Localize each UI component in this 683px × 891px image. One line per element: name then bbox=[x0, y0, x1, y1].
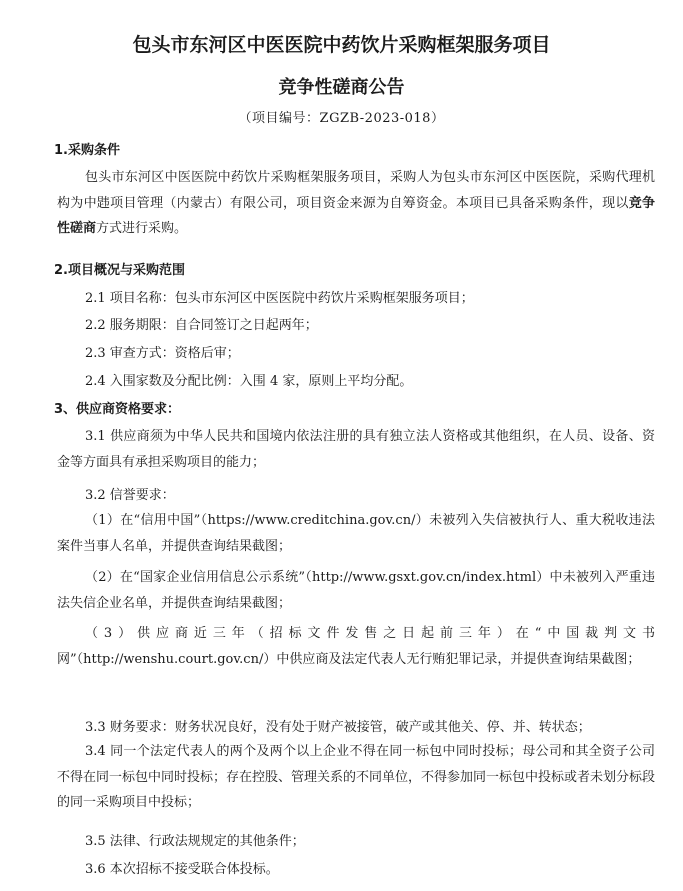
section-1-paragraph bbox=[57, 165, 655, 242]
section-2-item-4: 2.4 入围家数及分配比例：入围 4 家，原则上平均分配。 bbox=[85, 374, 413, 389]
section-3-2: 3.2 信誉要求： bbox=[85, 488, 175, 503]
section-3-3: 3.3 财务要求：财务状况良好，没有处于财产被接管，破产或其他关、停、并、转状态； bbox=[85, 720, 591, 735]
section-2-item-2: 2.2 服务期限：自合同签订之日起两年； bbox=[85, 318, 318, 333]
document-title: 包头市东河区中医医院中药饮片采购框架服务项目 bbox=[132, 34, 551, 56]
section-3-6: 3.6 本次招标不接受联合体投标。 bbox=[85, 862, 279, 877]
document-subtitle: 竞争性磋商公告 bbox=[278, 77, 405, 98]
project-number: （项目编号：ZGZB-2023-018） bbox=[238, 111, 445, 126]
section-2-item-1: 2.1 项目名称：包头市东河区中医医院中药饮片采购框架服务项目； bbox=[85, 291, 474, 306]
section-3-4: 3.4 同一个法定代表人的两个及两个以上企业不得在同一标包中同时投标；母公司和其全资子公司不得在同一标包中同时投标；存在控股、管理关系的不同单位，不得参加同一标包中投标或者未划分标段的同一采购项目中投标； bbox=[57, 744, 656, 810]
section-1-method: 竞争性磋商 bbox=[57, 195, 655, 236]
section-2-item-3: 2.3 审查方式：资格后审； bbox=[85, 346, 240, 361]
section-1-text-c: 方式进行采购。 bbox=[96, 221, 188, 236]
section-3-5: 3.5 法律、行政法规规定的其他条件； bbox=[85, 834, 305, 849]
section-3-2-item-2: （2）在“国家企业信用信息公示系统”（http://www.gsxt.gov.cn/index.html）中未被列入严重违法失信企业名单，并提供查询结果截图； bbox=[57, 570, 655, 611]
section-3-1: 3.1 供应商须为中华人民共和国境内依法注册的具有独立法人资格或其他组织，在人员、设备、资金等方面具有承担采购项目的能力； bbox=[57, 429, 655, 470]
section-3-2-item-3: （3）供应商近三年（招标文件发售之日起前三年）在“中国裁判文书网”（http://wenshu.court.gov.cn/）中供应商及法定代表人无行贿犯罪记录，并提供查询结果截图； bbox=[57, 626, 655, 667]
section-1-heading: 1.采购条件 bbox=[54, 143, 120, 158]
section-3-heading: 3、供应商资格要求： bbox=[54, 402, 181, 417]
section-1-text-a: 包头市东河区中医医院中药饮片采购框架服务项目，采购人为包头市东河区中医医院，采购代理机构为中韪项目管理（内蒙古）有限公司，项目资金来源为自筹资金。本项目已具备采购条件，现以 bbox=[57, 170, 655, 211]
section-3-2-item-1: （1）在“信用中国”（https://www.creditchina.gov.cn/）未被列入失信被执行人、重大税收违法案件当事人名单，并提供查询结果截图； bbox=[57, 513, 655, 554]
section-2-heading: 2.项目概况与采购范围 bbox=[54, 263, 185, 278]
